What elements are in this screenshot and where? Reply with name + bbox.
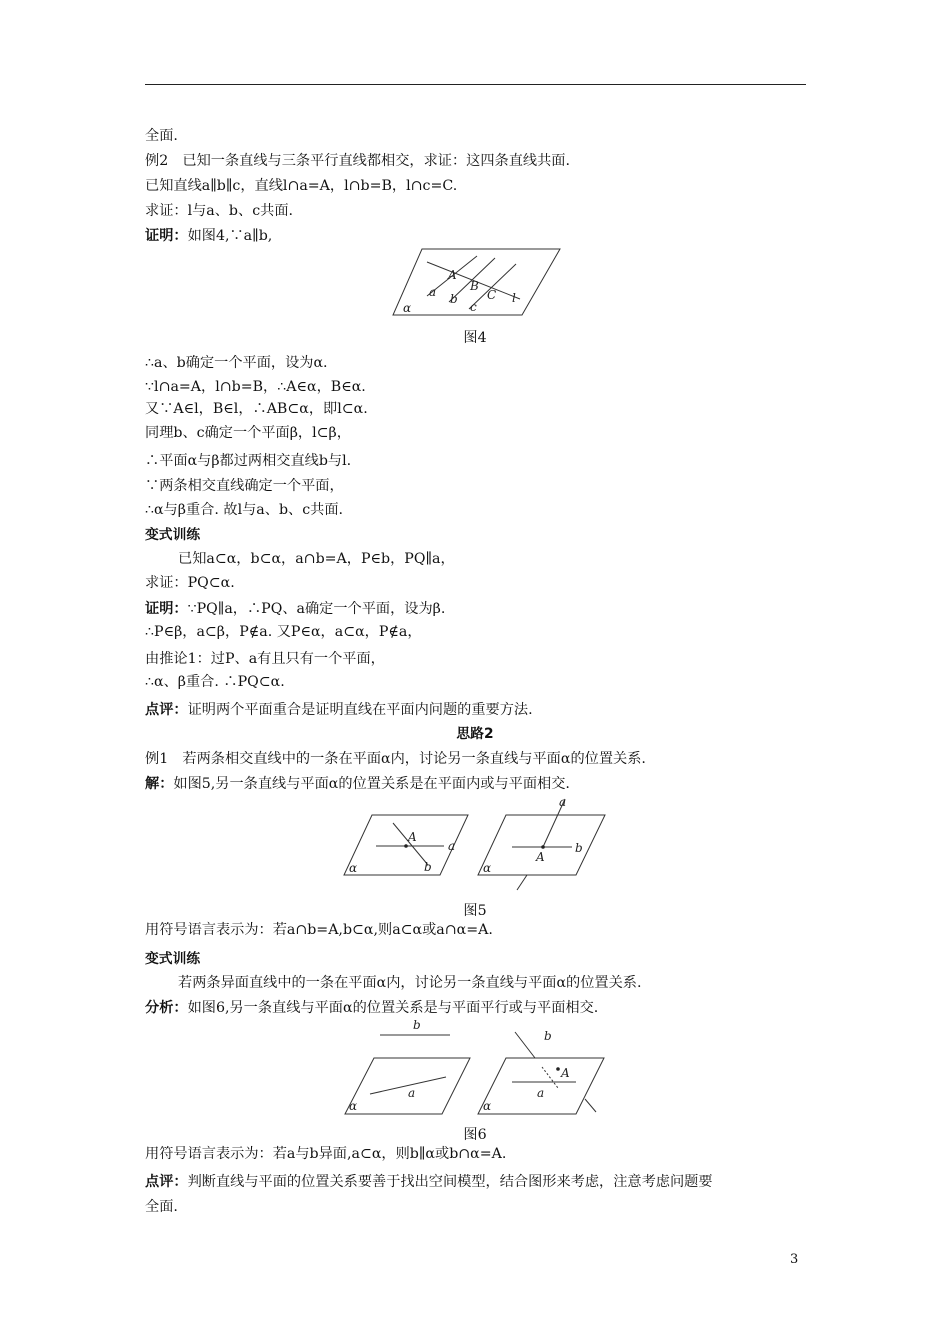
line-b-label-right: b [544, 1029, 552, 1043]
page-number: 3 [790, 1252, 799, 1267]
line-a-label: a [429, 285, 437, 299]
figure-5 [340, 793, 610, 893]
text-line: ∴α与β重合. 故l与a、b、c共面. [145, 502, 344, 518]
line-b-label: b [450, 292, 458, 306]
comment-label: 点评： [145, 702, 188, 718]
example-1-title: 例1 若两条相交直线中的一条在平面α内，讨论另一条直线与平面α的位置关系. [145, 751, 646, 767]
line-l-label: l [512, 291, 516, 305]
section-heading: 变式训练 [145, 527, 201, 543]
text-line: ∴P∈β，a⊂β，P∉a. 又P∈α，a⊂α，P∉a， [145, 624, 422, 640]
to-prove-statement: 求证：l与a、b、c共面. [145, 203, 294, 219]
text-line: ∴a、b确定一个平面，设为α. [145, 355, 328, 371]
text-line: ∵两条相交直线确定一个平面， [145, 478, 344, 494]
proof-label: 证明： [145, 601, 188, 617]
line-b-right [515, 1032, 535, 1058]
point-A-left [404, 844, 408, 848]
comment-text: 证明两个平面重合是证明直线在平面内问题的重要方法. [187, 702, 533, 718]
figure-6-caption: 图6 [463, 1127, 487, 1143]
text-line: 同理b、c确定一个平面β，l⊂β， [145, 425, 351, 441]
comment-text: 判断直线与平面的位置关系要善于找出空间模型，结合图形来考虑，注意考虑问题要 [187, 1174, 713, 1190]
line-b-label-right: b [575, 841, 583, 855]
point-C-label: C [487, 288, 497, 302]
plane-alpha-label-right: α [483, 861, 492, 875]
point-A-label: A [448, 268, 457, 282]
text-line: 全面. [145, 128, 178, 144]
text-line: 由推论1：过P、a有且只有一个平面， [145, 651, 385, 667]
header-rule [145, 84, 806, 85]
line-a-right-below [517, 875, 527, 890]
line-b-right-dashed [542, 1067, 558, 1088]
plane-alpha-label-left: α [349, 861, 358, 875]
text-line: ∴平面α与β都过两相交直线b与l. [145, 453, 352, 469]
analysis-line [145, 999, 598, 1017]
text-line: 全面. [145, 1199, 178, 1215]
point-A-label-left: A [408, 830, 417, 844]
plane-alpha-label-right: α [483, 1099, 492, 1113]
comment-line [145, 701, 533, 719]
comment-label: 点评： [145, 1174, 188, 1190]
point-A-label-right: A [561, 1066, 570, 1080]
section-heading: 变式训练 [145, 951, 201, 967]
point-A-right [541, 845, 545, 849]
point-A-right [556, 1067, 560, 1071]
text-line: 又∵A∈l，B∈l，∴AB⊂α，即l⊂α. [145, 401, 368, 417]
solution-text: 如图5,另一条直线与平面α的位置关系是在平面内或与平面相交. [173, 776, 570, 792]
figure-6 [340, 1018, 610, 1118]
figure-5-caption: 图5 [463, 903, 487, 919]
plane-alpha-right [478, 815, 605, 875]
proof-line [145, 600, 445, 618]
point-A-label-right: A [536, 850, 545, 864]
line-a-label-left: a [448, 839, 456, 853]
solution-line [145, 775, 570, 793]
analysis-text: 如图6,另一条直线与平面α的位置关系是与平面平行或与平面相交. [187, 1000, 599, 1016]
proof-label: 证明： [145, 228, 188, 244]
text-line: 已知a⊂α，b⊂α，a∩b=A，P∈b，PQ∥a， [178, 551, 455, 567]
text-line: ∴α、β重合. ∴PQ⊂α. [145, 674, 285, 690]
line-c-label: c [470, 300, 477, 314]
plane-alpha-label: α [403, 301, 412, 315]
line-b-label-left: b [413, 1018, 421, 1032]
line-b-right-below [585, 1099, 596, 1112]
proof-line [145, 227, 272, 245]
section-heading: 思路2 [456, 726, 494, 742]
line-b-label-left: b [424, 860, 432, 874]
text-line: 求证：PQ⊂α. [145, 575, 235, 591]
text-line: 若两条异面直线中的一条在平面α内，讨论另一条直线与平面α的位置关系. [178, 975, 642, 991]
text-line: ∵l∩a=A，l∩b=B，∴A∈α，B∈α. [145, 379, 366, 395]
text-line: 用符号语言表示为：若a与b异面,a⊂α，则b∥α或b∩α=A. [145, 1146, 507, 1162]
plane-alpha-label-left: α [349, 1099, 358, 1113]
line-a-label-right: a [559, 795, 567, 809]
example-2-title: 例2 已知一条直线与三条平行直线都相交，求证：这四条直线共面. [145, 153, 570, 169]
proof-text: 如图4,∵a∥b, [187, 228, 273, 244]
text-line: 用符号语言表示为：若a∩b=A,b⊂α,则a⊂α或a∩α=A. [145, 922, 493, 938]
figure-4 [392, 244, 562, 320]
proof-text: ∵PQ∥a，∴PQ、a确定一个平面，设为β. [187, 601, 446, 617]
given-statement: 已知直线a∥b∥c，直线l∩a=A，l∩b=B，l∩c=C. [145, 178, 458, 194]
point-B-label: B [470, 279, 479, 293]
figure-4-caption: 图4 [463, 330, 487, 346]
analysis-label: 分析： [145, 1000, 188, 1016]
comment-line [145, 1173, 713, 1191]
line-a-label-left: a [408, 1086, 416, 1100]
line-a-label-right: a [537, 1086, 545, 1100]
solution-label: 解： [145, 776, 174, 792]
